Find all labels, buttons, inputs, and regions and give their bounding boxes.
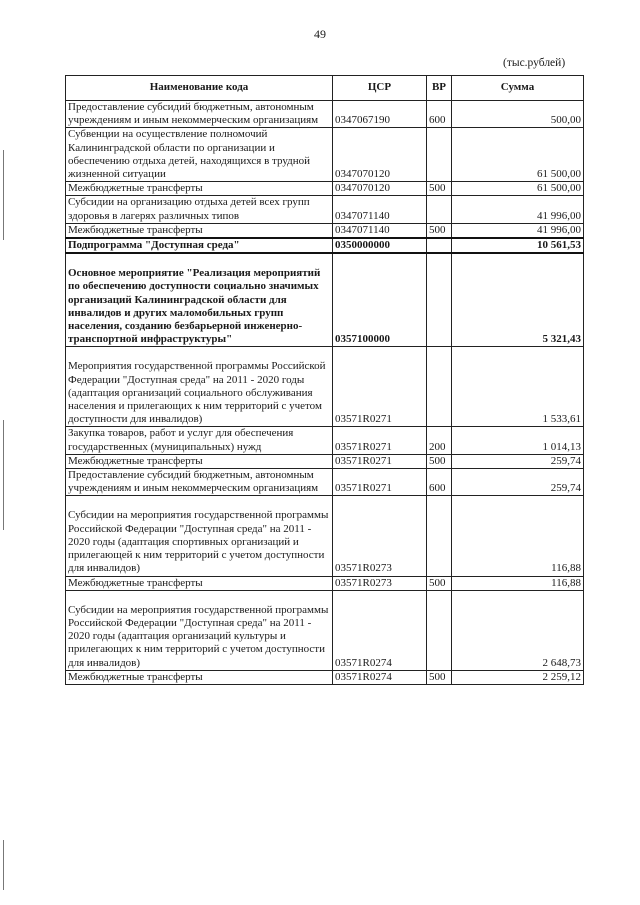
table-header-row — [66, 76, 584, 101]
table-row — [66, 182, 584, 196]
table-row — [66, 590, 584, 670]
row-sum-cell: 61 500,00 — [452, 128, 584, 182]
row-csr-cell: 03571R0271 — [333, 347, 427, 427]
row-name-cell: Основное мероприятие "Реализация мероприятий по обеспечению доступности социально значимых организаций Калининградской области для инвалидов и других маломобильных групп населения, созданию безбарьерной инженерно-транспортной инфраструктуры" — [66, 253, 333, 347]
table-row — [66, 347, 584, 427]
table-row — [66, 238, 584, 253]
row-sum-cell: 1 014,13 — [452, 427, 584, 454]
table-row — [66, 427, 584, 454]
row-name-cell: Субсидии на организацию отдыха детей всех групп здоровья в лагерях различных типов — [66, 196, 333, 223]
row-vr-cell — [427, 253, 452, 347]
row-csr-cell: 0347070120 — [333, 182, 427, 196]
row-name-cell: Межбюджетные трансферты — [66, 576, 333, 590]
row-sum-cell: 61 500,00 — [452, 182, 584, 196]
row-csr-cell: 03571R0274 — [333, 670, 427, 684]
row-sum-cell: 116,88 — [452, 496, 584, 576]
row-vr-cell: 200 — [427, 427, 452, 454]
budget-table — [65, 75, 584, 685]
table-row — [66, 196, 584, 223]
row-vr-cell — [427, 238, 452, 253]
row-sum-cell: 2 259,12 — [452, 670, 584, 684]
row-vr-cell: 600 — [427, 101, 452, 128]
row-csr-cell: 0347070120 — [333, 128, 427, 182]
row-vr-cell — [427, 128, 452, 182]
row-name-cell: Мероприятия государственной программы Российской Федерации "Доступная среда" на 2011 - 2020 годы (адаптация организаций социального обслуживания населения и прилегающих к ним территорий с учетом доступности для инвалидов) — [66, 347, 333, 427]
table-row — [66, 253, 584, 347]
row-sum-cell: 500,00 — [452, 101, 584, 128]
row-name-cell: Межбюджетные трансферты — [66, 670, 333, 684]
row-csr-cell: 0347067190 — [333, 101, 427, 128]
row-vr-cell — [427, 590, 452, 670]
row-name-cell: Субсидии на мероприятия государственной программы Российской Федерации "Доступная среда" на 2011 - 2020 годы (адаптация организаций культуры и прилегающих к ним территорий с учетом доступности для инвалидов) — [66, 590, 333, 670]
row-sum-cell: 41 996,00 — [452, 196, 584, 223]
row-vr-cell: 600 — [427, 469, 452, 496]
table-row — [66, 496, 584, 576]
row-vr-cell: 500 — [427, 670, 452, 684]
row-csr-cell: 0347071140 — [333, 196, 427, 223]
row-name-cell: Подпрограмма "Доступная среда" — [66, 238, 333, 253]
table-row — [66, 576, 584, 590]
table-row — [66, 128, 584, 182]
row-name-cell: Предоставление субсидий бюджетным, автономным учреждениям и иным некоммерческим организациям — [66, 469, 333, 496]
page-number: 49 — [314, 27, 326, 41]
row-sum-cell: 10 561,53 — [452, 238, 584, 253]
row-csr-cell: 03571R0273 — [333, 496, 427, 576]
table-row — [66, 469, 584, 496]
row-name-cell: Субсидии на мероприятия государственной программы Российской Федерации "Доступная среда" на 2011 - 2020 годы (адаптация спортивных организаций и прилегающей к ним территорий с учетом доступности для инвалидов) — [66, 496, 333, 576]
header-csr: ЦСР — [333, 76, 427, 101]
row-name-cell: Субвенции на осуществление полномочий Калининградской области по организации и обеспечению отдыха детей, находящихся в трудной жизненной ситуации — [66, 128, 333, 182]
row-vr-cell — [427, 496, 452, 576]
row-vr-cell: 500 — [427, 223, 452, 238]
row-csr-cell: 0347071140 — [333, 223, 427, 238]
header-name: Наименование кода — [66, 76, 333, 101]
row-sum-cell: 41 996,00 — [452, 223, 584, 238]
row-csr-cell: 03571R0271 — [333, 454, 427, 468]
row-sum-cell: 1 533,61 — [452, 347, 584, 427]
table-row — [66, 454, 584, 468]
row-sum-cell: 5 321,43 — [452, 253, 584, 347]
row-name-cell: Межбюджетные трансферты — [66, 182, 333, 196]
row-vr-cell: 500 — [427, 454, 452, 468]
row-sum-cell: 116,88 — [452, 576, 584, 590]
row-vr-cell: 500 — [427, 576, 452, 590]
row-name-cell: Закупка товаров, работ и услуг для обеспечения государственных (муниципальных) нужд — [66, 427, 333, 454]
row-name-cell: Предоставление субсидий бюджетным, автономным учреждениям и иным некоммерческим организациям — [66, 101, 333, 128]
row-sum-cell: 259,74 — [452, 454, 584, 468]
row-csr-cell: 03571R0271 — [333, 469, 427, 496]
header-vr: ВР — [427, 76, 452, 101]
row-vr-cell — [427, 347, 452, 427]
row-csr-cell: 03571R0271 — [333, 427, 427, 454]
row-csr-cell: 0357100000 — [333, 253, 427, 347]
header-sum: Сумма — [452, 76, 584, 101]
row-vr-cell — [427, 196, 452, 223]
table-row — [66, 223, 584, 238]
left-margin-mark — [3, 420, 4, 530]
table-body — [66, 101, 584, 685]
row-csr-cell: 03571R0273 — [333, 576, 427, 590]
row-csr-cell: 0350000000 — [333, 238, 427, 253]
row-name-cell: Межбюджетные трансферты — [66, 454, 333, 468]
row-sum-cell: 2 648,73 — [452, 590, 584, 670]
row-csr-cell: 03571R0274 — [333, 590, 427, 670]
left-margin-mark — [3, 150, 4, 240]
row-name-cell: Межбюджетные трансферты — [66, 223, 333, 238]
unit-note: (тыс.рублей) — [503, 57, 566, 69]
left-margin-mark — [3, 840, 4, 890]
row-vr-cell: 500 — [427, 182, 452, 196]
table-row — [66, 101, 584, 128]
row-sum-cell: 259,74 — [452, 469, 584, 496]
table-row — [66, 670, 584, 684]
